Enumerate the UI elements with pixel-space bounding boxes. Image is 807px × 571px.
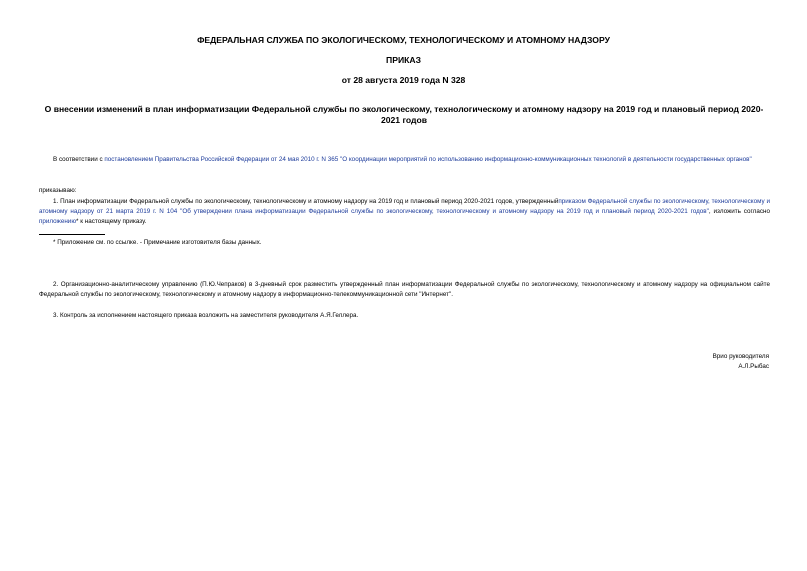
item-3-paragraph: 3. Контроль за исполнением настоящего приказа возложить на заместителя руководителя А.Я.Геллера. — [53, 312, 359, 319]
document-type: ПРИКАЗ — [386, 55, 421, 65]
item-1-paragraph — [39, 197, 770, 227]
order-word: приказываю: — [39, 187, 77, 194]
item-1-text-c: * к настоящему приказу. — [76, 218, 147, 225]
appendix-link[interactable]: приложению — [39, 218, 77, 225]
footnote: * Приложение см. по ссылке. - Примечание изготовителя базы данных. — [53, 239, 262, 246]
preamble-text: В соответствии с — [53, 156, 105, 163]
signature-name: А.Л.Рыбас — [738, 363, 769, 370]
document-title: О внесении изменений в план информатизации Федеральной службы по экологическому, технологическому и атомному надзору на 2019 год и плановый период 2020-2021 годов — [44, 104, 764, 125]
footnote-divider — [39, 234, 105, 235]
order-104-link[interactable]: приказом Федеральной службы по экологическому, технологическому и атомному надзору от 21 марта 2019 г. N 104 "Об утверждении плана информатизации Федеральной службы по экологическому, технологическому и атомному надзору на 2019 год и плановый период 2020-2021 годов" — [39, 198, 770, 215]
item-1-text-a: 1. План информатизации Федеральной службы по экологическому, технологическому и атомному надзору на 2019 год и плановый период 2020-2021 годов, утвержденный — [53, 198, 559, 205]
document-date-number: от 28 августа 2019 года N 328 — [341, 75, 466, 85]
preamble-paragraph — [39, 155, 770, 165]
item-2-paragraph: 2. Организационно-аналитическому управлению (П.Ю.Чепраков) в 3-дневный срок разместить утвержденный план информатизации Федеральной службы по экологическому, технологическому и атомному надзору на официальном сайте Федеральной службы по экологическому, технологическому и атомному надзору в информационно-телекоммуникационной сети "Интернет". — [39, 281, 770, 298]
item-1-text-b: , изложить согласно — [708, 208, 770, 215]
agency-name: ФЕДЕРАЛЬНАЯ СЛУЖБА ПО ЭКОЛОГИЧЕСКОМУ, ТЕХНОЛОГИЧЕСКОМУ И АТОМНОМУ НАДЗОРУ — [197, 35, 610, 45]
government-decree-link[interactable]: постановлением Правительства Российской Федерации от 24 мая 2010 г. N 365 "О координации мероприятий по использованию информационно-коммуникационных технологий в деятельности государственных органов" — [104, 156, 752, 163]
signature-position: Врио руководителя — [712, 353, 769, 360]
